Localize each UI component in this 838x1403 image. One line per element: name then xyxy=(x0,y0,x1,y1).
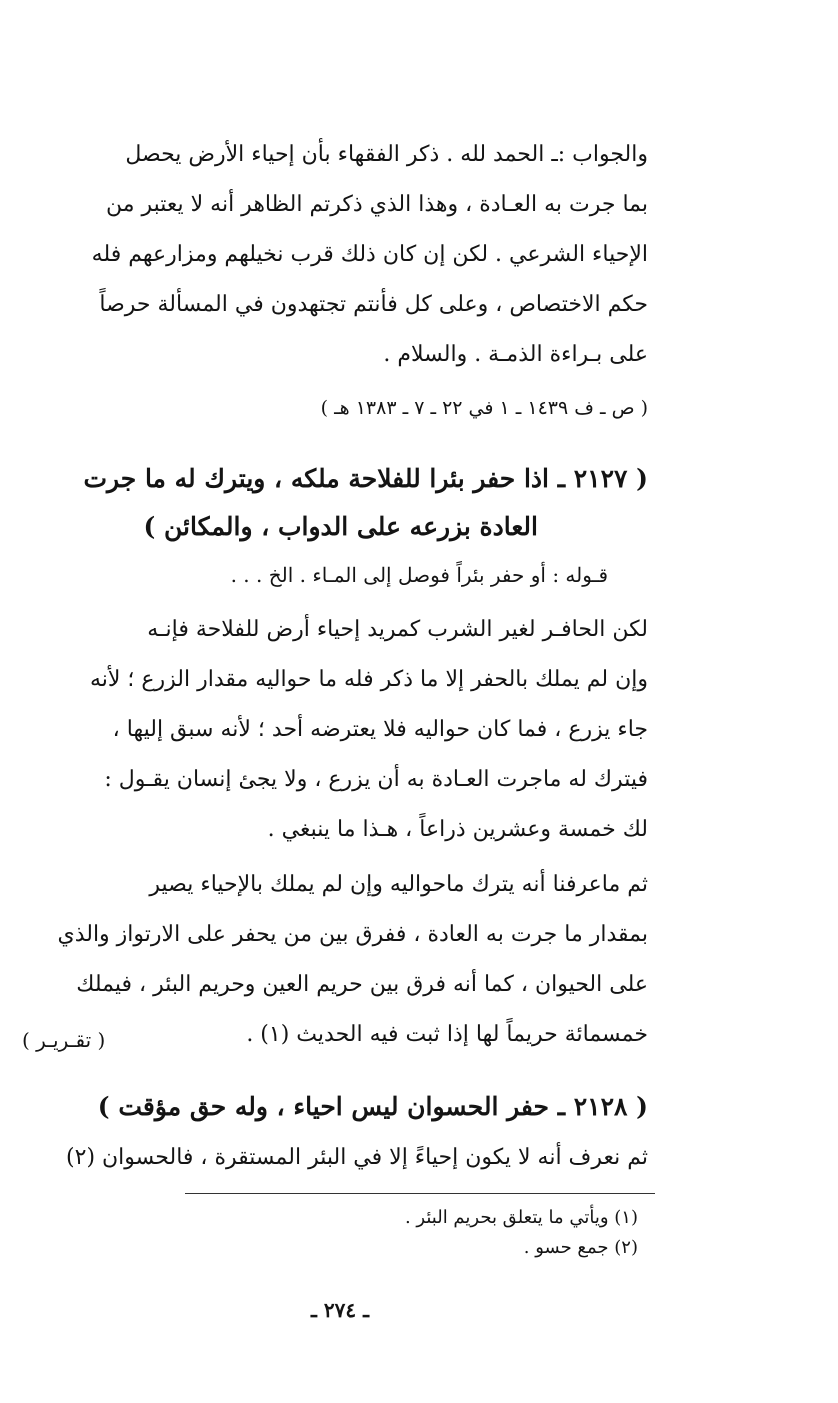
paragraph-line: بما جرت به العـادة ، وهذا الذي ذكرتم الظاهر أنه لا يعتبر من xyxy=(105,192,648,217)
paragraph-line: فيترك له ماجرت العـادة به أن يزرع ، ولا يجئ إنسان يقـول : xyxy=(104,767,648,792)
heading-line: ( ٢١٢٧ ـ اذا حفر بئرا للفلاحة ملكه ، ويترك له ما جرت xyxy=(83,464,648,493)
paragraph-line: وإن لم يملك بالحفر إلا ما ذكر فله ما حواليه مقدار الزرع ؛ لأنه xyxy=(89,667,648,692)
body-paragraph xyxy=(13,1133,648,1183)
paragraph-line: على بـراءة الذمـة . والسلام . xyxy=(383,342,648,367)
footnote: (١) ويأتي ما يتعلق بحريم البئر . xyxy=(404,1207,638,1228)
paragraph-line: حكم الاختصاص ، وعلى كل فأنتم تجتهدون في المسألة حرصاً xyxy=(99,292,648,317)
footnotes xyxy=(28,1203,648,1263)
page-number: ـ ٢٧٤ ـ xyxy=(311,1298,369,1322)
report-tag: ( تقـريـر ) xyxy=(22,1028,106,1052)
body-paragraph xyxy=(13,860,648,1060)
paragraph-line: لك خمسة وعشرين ذراعاً ، هـذا ما ينبغي . xyxy=(267,817,648,842)
heading-line: العادة بزرعه على الدواب ، والمكائن ) xyxy=(143,512,538,541)
section-heading-2127 xyxy=(13,455,648,551)
paragraph-line: بمقدار ما جرت به العادة ، ففرق بين من يحفر على الارتواز والذي xyxy=(57,922,648,947)
paragraph-line: الإحياء الشرعي . لكن إن كان ذلك قرب نخيلهم ومزارعهم فله xyxy=(91,242,648,267)
paragraph-line: والجواب :ـ الحمد لله . ذكر الفقهاء بأن إحياء الأرض يحصل xyxy=(125,142,648,167)
answer-paragraph xyxy=(13,130,648,380)
paragraph-line: على الحيوان ، كما أنه فرق بين حريم العين وحريم البئر ، فيملك xyxy=(76,972,648,997)
paragraph-line: ثم نعرف أنه لا يكون إحياءً إلا في البئر المستقرة ، فالحسوان (٢) xyxy=(66,1145,648,1170)
paragraph-line: جاء يزرع ، فما كان حواليه فلا يعترضه أحد ؛ لأنه سبق إليها ، xyxy=(112,717,648,742)
section-heading-2128 xyxy=(13,1083,648,1131)
footnote: (٢) جمع حسو . xyxy=(523,1237,638,1258)
paragraph-line: خمسمائة حريماً لها إذا ثبت فيه الحديث (١) . xyxy=(246,1022,648,1047)
paragraph-line: ثم ماعرفنا أنه يترك ماحواليه وإن لم يملك بالإحياء يصير xyxy=(149,872,648,897)
footnote-divider xyxy=(185,1193,655,1194)
body-paragraph xyxy=(13,605,648,855)
paragraph-line: لكن الحافـر لغير الشرب كمريد إحياء أرض للفلاحة فإنـه xyxy=(147,617,648,642)
source-reference: ( ص ـ ف ١٤٣٩ ـ ١ في ٢٢ ـ ٧ ـ ١٣٨٣ هـ ) xyxy=(320,397,648,419)
heading-line: ( ٢١٢٨ ـ حفر الحسوان ليس احياء ، وله حق مؤقت ) xyxy=(97,1092,648,1121)
quoted-text: قـوله : أو حفر بئراً فوصل إلى المـاء . الخ . . . xyxy=(230,563,608,587)
